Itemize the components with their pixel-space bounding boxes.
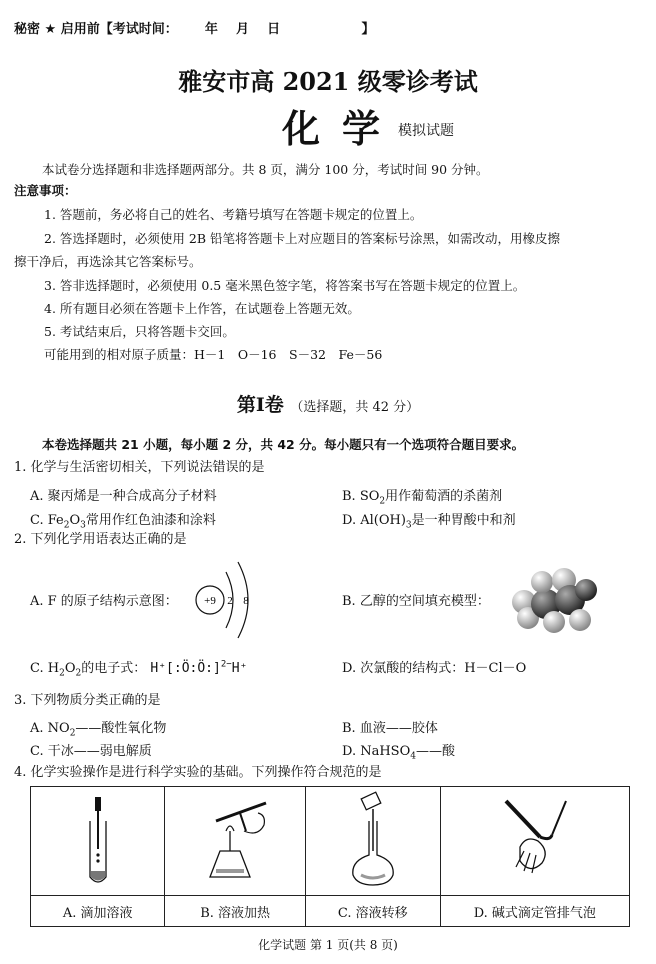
op-c-figure <box>305 787 440 896</box>
op-c-label: C. 溶液转移 <box>305 896 440 927</box>
section-subtitle: （选择题，共 42 分） <box>290 400 420 415</box>
note-item: 3. 答非选择题时，必须使用 0.5 毫米黑色签字笔，将答案书写在答题卡规定的位置上。 <box>44 278 526 293</box>
question-3-stem: 3. 下列物质分类正确的是 <box>14 693 161 708</box>
page-footer: 化学试题 第 1 页(共 8 页) <box>258 938 398 952</box>
shell-2-electrons: 8 <box>243 595 249 607</box>
subject-title: 化学 <box>282 106 403 151</box>
q3-option-d: D. NaHSO$_4$——酸 <box>342 744 455 762</box>
q1-option-d: D. $Al(OH)_3$是一种胃酸中和剂 <box>342 513 516 531</box>
op-a-label: A. 滴加溶液 <box>31 896 165 927</box>
op-a-figure <box>31 787 165 896</box>
note-item: 5. 考试结束后，只将答题卡交回。 <box>44 324 235 339</box>
q3-option-c: C. 干冰——弱电解质 <box>30 744 152 759</box>
notes-heading: 注意事项： <box>14 183 77 198</box>
subject-subtitle: 模拟试题 <box>398 123 454 139</box>
question-4-stem: 4. 化学实验操作是进行科学实验的基础。下列操作符合规范的是 <box>14 765 382 780</box>
ethanol-spacefill-model <box>506 560 598 636</box>
q1-option-a: A. 聚丙烯是一种合成高分子材料 <box>30 489 217 504</box>
note-item: 1. 答题前，务必将自己的姓名、考籍号填写在答题卡规定的位置上。 <box>44 207 423 222</box>
q1-option-b: B. $SO_2$用作葡萄酒的杀菌剂 <box>342 489 503 507</box>
fluorine-atom-diagram <box>192 558 276 648</box>
dropper-test-tube-icon <box>68 791 128 891</box>
burette-bubble-icon <box>480 791 590 891</box>
exam-title: 雅安市高 2021 级零诊考试 <box>178 67 478 96</box>
section-title <box>0 390 656 417</box>
section-instruction: 本卷选择题共 21 小题，每小题 2 分，共 42 分。每小题只有一个选项符合题目要求。 <box>42 437 525 452</box>
intro-text: 本试卷分选择题和非选择题两部分。共 8 页，满分 100 分，考试时间 90 分钟。 <box>42 162 489 177</box>
q2-option-d: D. 次氯酸的结构式：H－Cl－O <box>342 661 527 676</box>
peroxide-electron-formula: H⁺[:Ö:Ö:]$^{2-}$H⁺ <box>150 659 248 676</box>
q3-option-a: A. $NO_2——$酸性氧化物 <box>30 721 167 739</box>
q3-option-b: B. 血液——胶体 <box>342 721 438 736</box>
note-item: 4. 所有题目必须在答题卡上作答，在试题卷上答题无效。 <box>44 301 360 316</box>
q1-option-c: C. $Fe_2O_3$常用作红色油漆和涂料 <box>30 513 216 531</box>
atomic-masses: 可能用到的相对原子质量：H－1 O－16 S－32 Fe－56 <box>44 347 383 362</box>
op-b-label: B. 溶液加热 <box>165 896 305 927</box>
confidential-header: 秘密 ★ 启用前【考试时间： 年 月 日 】 <box>14 22 375 37</box>
question-1-stem: 1. 化学与生活密切相关，下列说法错误的是 <box>14 460 265 475</box>
volumetric-flask-icon <box>333 791 413 891</box>
note-item: 擦干净后，再选涂其它答案标号。 <box>14 254 202 269</box>
q2-option-b: B. 乙醇的空间填充模型： <box>342 594 490 609</box>
lab-operations-table <box>30 786 630 927</box>
q2-option-c: C. $H_2O_2$的电子式： H⁺[:Ö:Ö:]$^{2-}$H⁺ <box>30 659 248 679</box>
shell-1-electrons: 2 <box>227 595 233 607</box>
nucleus-charge: +9 <box>204 595 216 607</box>
note-item: 2. 答选择题时，必须使用 2B 铅笔将答题卡上对应题目的答案标号涂黑，如需改动，用橡皮擦 <box>44 231 560 246</box>
q2-option-a: A. F 的原子结构示意图： <box>30 594 178 609</box>
op-b-figure <box>165 787 305 896</box>
question-2-stem: 2. 下列化学用语表达正确的是 <box>14 532 187 547</box>
section-name: 第Ⅰ卷 <box>236 394 284 416</box>
op-d-label: D. 碱式滴定管排气泡 <box>440 896 629 927</box>
heating-test-tube-icon <box>180 791 290 891</box>
op-d-figure <box>440 787 629 896</box>
